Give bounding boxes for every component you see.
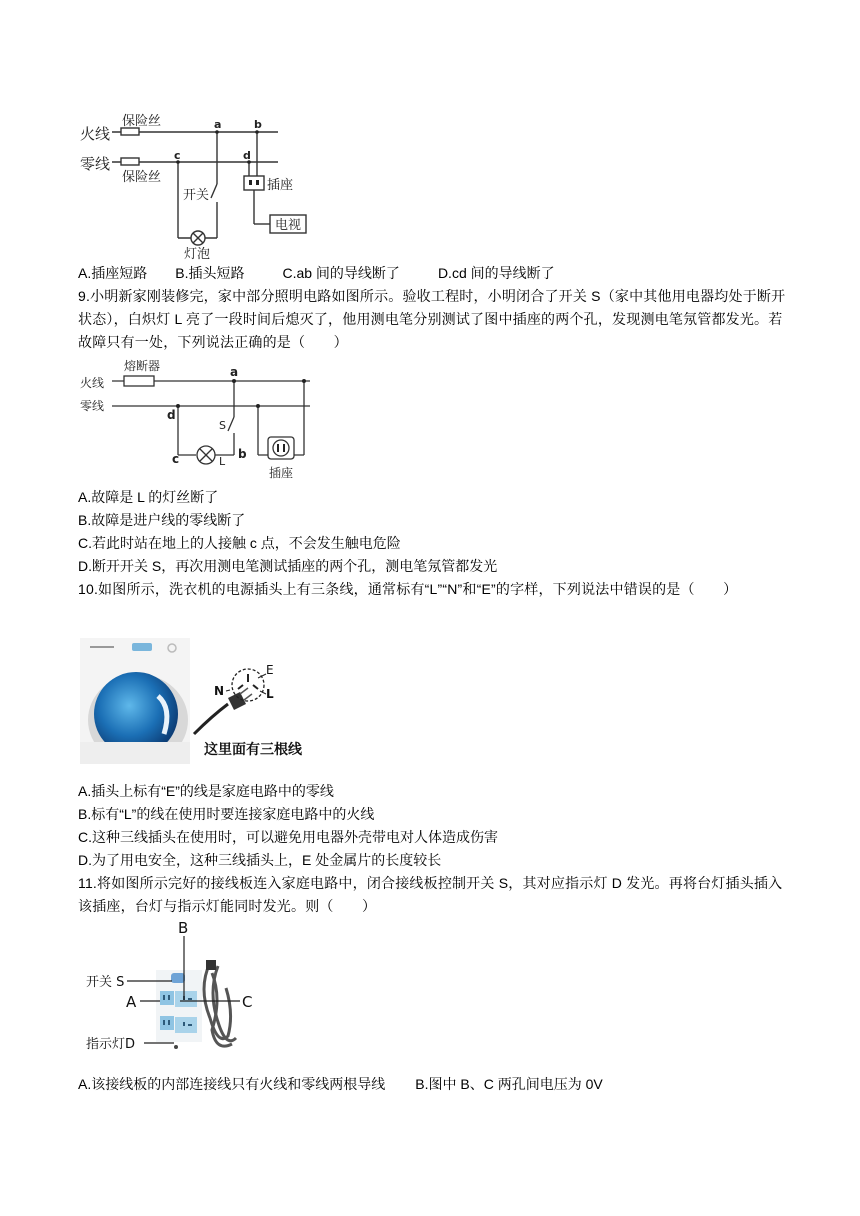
q10-option-a: A.插头上标有“E”的线是家庭电路中的零线 [78, 783, 334, 799]
washer-panel-button [132, 643, 152, 651]
fig10-label-n: N [214, 684, 225, 698]
fig9-point-c: c [172, 452, 180, 466]
fig8-socket-label: 插座 [267, 178, 294, 193]
fig8-tv-label: 电视 [275, 218, 302, 233]
fig9-neutral-wire-label: 零线 [80, 399, 105, 413]
q9-option-b: B.故障是进户线的零线断了 [78, 512, 246, 528]
fig8-point-d: d [243, 149, 251, 162]
switch-s-icon [171, 973, 185, 983]
q10-option-d: D.为了用电安全，这种三线插头上，E 处金属片的长度较长 [78, 852, 442, 868]
q11-options [78, 1073, 603, 1096]
figure-q8-circuit [78, 112, 318, 262]
q8-options [78, 262, 555, 285]
q8-option-a: A.插座短路 [78, 265, 148, 281]
q11-stem: 11.将如图所示完好的接线板连入家庭电路中，闭合接线板控制开关 S，其对应指示灯 D 发光。再将台灯插头插入该插座，台灯与指示灯能同时发光。则（ ） [78, 875, 783, 914]
indicator-light-d-icon [174, 1045, 178, 1049]
fig8-point-c: c [174, 149, 181, 162]
q8-option-b: B.插头短路 [175, 265, 245, 281]
fig8-fuse-bottom-label: 保险丝 [122, 170, 162, 185]
fig8-point-a: a [214, 118, 222, 131]
figure-q9-circuit [78, 357, 318, 485]
fig10-label-l: L [266, 687, 274, 701]
q11-option-b: B.图中 B、C 两孔间电压为 0V [415, 1076, 603, 1092]
fig11-label-a: A [126, 993, 137, 1011]
fig11-label-b: B [178, 919, 189, 937]
fig8-bulb-label: 灯泡 [184, 247, 211, 262]
q9-option-a: A.故障是 L 的灯丝断了 [78, 489, 219, 505]
fig10-caption: 这里面有三根线 [204, 742, 302, 758]
q8-option-d: D.cd 间的导线断了 [437, 265, 555, 281]
fig11-label-switch: 开关 S [86, 975, 125, 990]
fig9-point-b: b [238, 447, 247, 461]
figure-q10-washing-machine [80, 638, 310, 764]
fig8-fuse-top-label: 保险丝 [122, 114, 162, 129]
fig11-label-indicator: 指示灯D [86, 1037, 136, 1052]
fig9-switch-label: S [219, 419, 226, 432]
q9-option-c: C.若此时站在地上的人接触 c 点，不会发生触电危险 [78, 535, 401, 551]
fig10-label-e: E [266, 663, 274, 677]
q11-option-a: A.该接线板的内部连接线只有火线和零线两根导线 [78, 1076, 386, 1092]
power-cord-icon [204, 963, 236, 1046]
fig9-fuse-label: 熔断器 [124, 359, 161, 373]
socket-outlet-bottom [175, 1017, 197, 1033]
q10-option-b: B.标有“L”的线在使用时要连接家庭电路中的火线 [78, 806, 375, 822]
q10-option-c: C.这种三线插头在使用时，可以避免用电器外壳带电对人体造成伤害 [78, 829, 498, 845]
q9-stem: 9.小明新家刚装修完，家中部分照明电路如图所示。验收工程时，小明闭合了开关 S（家中其他用电器均处于断开状态），白炽灯 L 亮了一段时间后熄灭了，他用测电笔分别测试了图中插座的两个孔，发现测电笔氖管都发光。若故障只有一处，下列说法正确的是（ ） [78, 288, 786, 350]
fig8-switch-label: 开关 [183, 188, 210, 203]
fig8-neutral-wire-label: 零线 [80, 155, 111, 173]
q8-option-c: C.ab 间的导线断了 [282, 265, 400, 281]
fig9-lamp-label: L [219, 455, 226, 468]
fig9-point-a: a [230, 365, 239, 379]
fig8-live-wire-label: 火线 [80, 125, 111, 143]
fig9-point-d: d [167, 408, 176, 422]
plug-icon [228, 692, 246, 710]
fig9-live-wire-label: 火线 [80, 376, 105, 390]
fig8-point-b: b [254, 118, 262, 131]
q9-option-d: D.断开开关 S，再次用测电笔测试插座的两个孔，测电笔氖管都发光 [78, 558, 498, 574]
fig9-socket-label: 插座 [269, 466, 294, 480]
socket-outlet-top [175, 991, 197, 1007]
fig11-label-c: C [242, 993, 253, 1011]
q10-stem: 10.如图所示，洗衣机的电源插头上有三条线，通常标有“L”“N”和“E”的字样，下列说法中错误的是（ ） [78, 581, 738, 597]
figure-q11-power-strip [84, 918, 274, 1068]
